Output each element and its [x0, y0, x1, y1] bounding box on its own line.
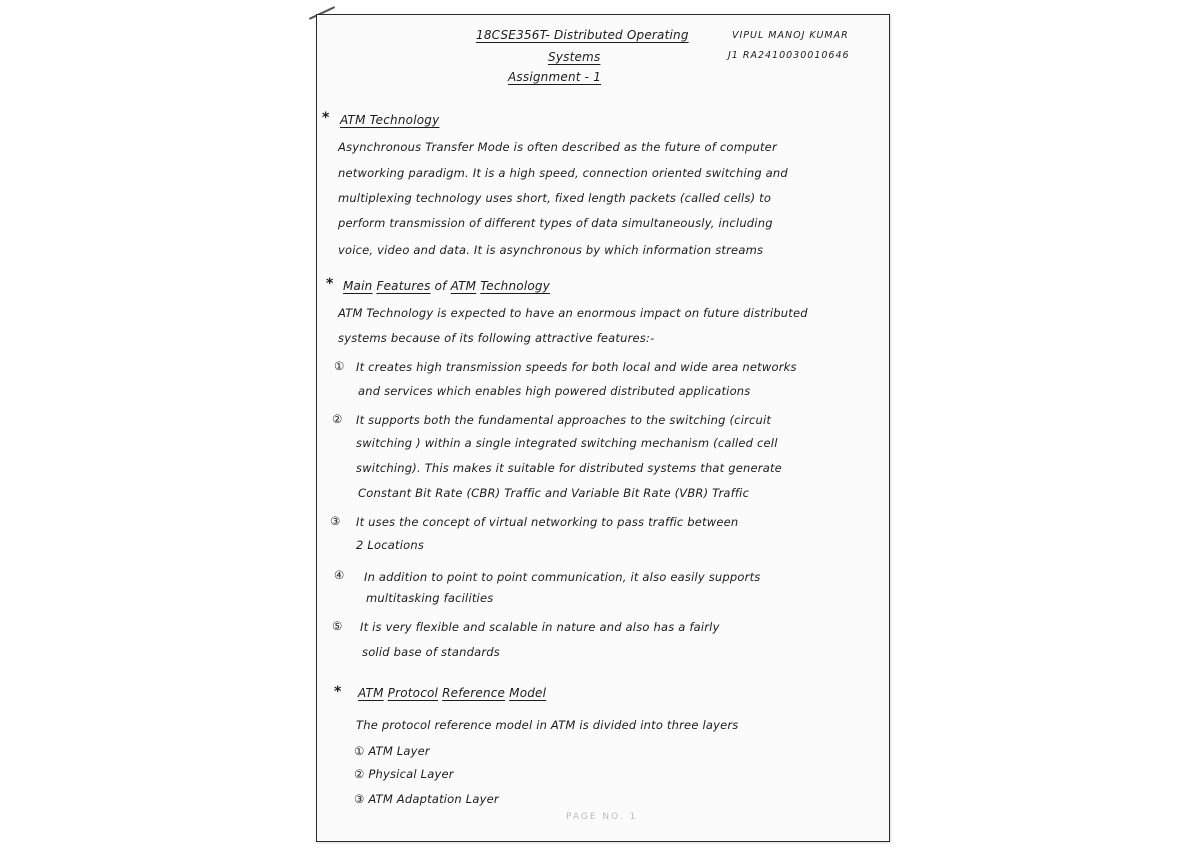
course-title-line1: 18CSE356T- Distributed Operating — [476, 28, 689, 42]
list-item-line: Constant Bit Rate (CBR) Traffic and Variable Bit Rate (VBR) Traffic — [358, 486, 750, 500]
list-item-line: It is very flexible and scalable in nature and also has a fairly — [360, 620, 720, 634]
list-item-line: In addition to point to point communication, it also easily supports — [364, 570, 761, 584]
heading-word: Main — [343, 279, 373, 293]
heading-word: Features — [376, 279, 431, 293]
heading-word: Protocol — [387, 686, 439, 700]
paragraph-line: perform transmission of different types of data simultaneously, including — [338, 216, 773, 230]
list-item-line: and services which enables high powered distributed applications — [358, 384, 751, 398]
list-item-line: It creates high transmission speeds for both local and wide area networks — [356, 360, 797, 374]
section-bullet: * — [326, 276, 334, 292]
paragraph-line: The protocol reference model in ATM is divided into three layers — [356, 718, 739, 732]
section-heading-protocol-model — [358, 686, 546, 700]
assignment-title: Assignment - 1 — [508, 70, 602, 84]
heading-word: Model — [509, 686, 547, 700]
paragraph-line: networking paradigm. It is a high speed, connection oriented switching and — [338, 166, 788, 180]
layer-item: ① ATM Layer — [354, 744, 430, 758]
list-item-line: multitasking facilities — [366, 591, 494, 605]
heading-word: Technology — [480, 279, 551, 293]
layer-item: ② Physical Layer — [354, 767, 454, 781]
list-item-line: switching). This makes it suitable for distributed systems that generate — [356, 461, 782, 475]
section-bullet: * — [322, 110, 330, 126]
section-bullet: * — [334, 684, 342, 700]
list-item-line: It supports both the fundamental approaches to the switching (circuit — [356, 413, 772, 427]
item-number: ③ — [330, 514, 341, 528]
heading-word: ATM — [450, 279, 477, 293]
item-number: ④ — [334, 568, 345, 582]
layer-item: ③ ATM Adaptation Layer — [354, 792, 499, 806]
item-number: ⑤ — [332, 619, 343, 633]
heading-word: of — [434, 279, 447, 293]
student-id: J1 RA2410030010646 — [728, 50, 850, 61]
paragraph-line: multiplexing technology uses short, fixed length packets (called cells) to — [338, 191, 772, 205]
paragraph-line: Asynchronous Transfer Mode is often described as the future of computer — [338, 140, 777, 154]
list-item-line: solid base of standards — [362, 645, 500, 659]
item-number: ① — [334, 359, 345, 373]
list-item-line: 2 Locations — [356, 538, 425, 552]
page-number-watermark: PAGE NO. 1 — [566, 812, 638, 822]
item-number: ② — [332, 412, 343, 426]
section-heading-atm-technology: ATM Technology — [340, 113, 440, 127]
course-title-line2: Systems — [548, 50, 601, 64]
section-heading-main-features — [343, 279, 550, 293]
list-item-line: It uses the concept of virtual networking to pass traffic between — [356, 515, 739, 529]
student-name: VIPUL MANOJ KUMAR — [732, 30, 849, 41]
paragraph-line: ATM Technology is expected to have an enormous impact on future distributed — [338, 306, 808, 320]
heading-word: ATM — [358, 686, 384, 700]
paragraph-line: voice, video and data. It is asynchronous by which information streams — [338, 243, 764, 257]
paragraph-line: systems because of its following attractive features:- — [338, 331, 655, 345]
heading-word: Reference — [442, 686, 506, 700]
list-item-line: switching ) within a single integrated switching mechanism (called cell — [356, 436, 778, 450]
